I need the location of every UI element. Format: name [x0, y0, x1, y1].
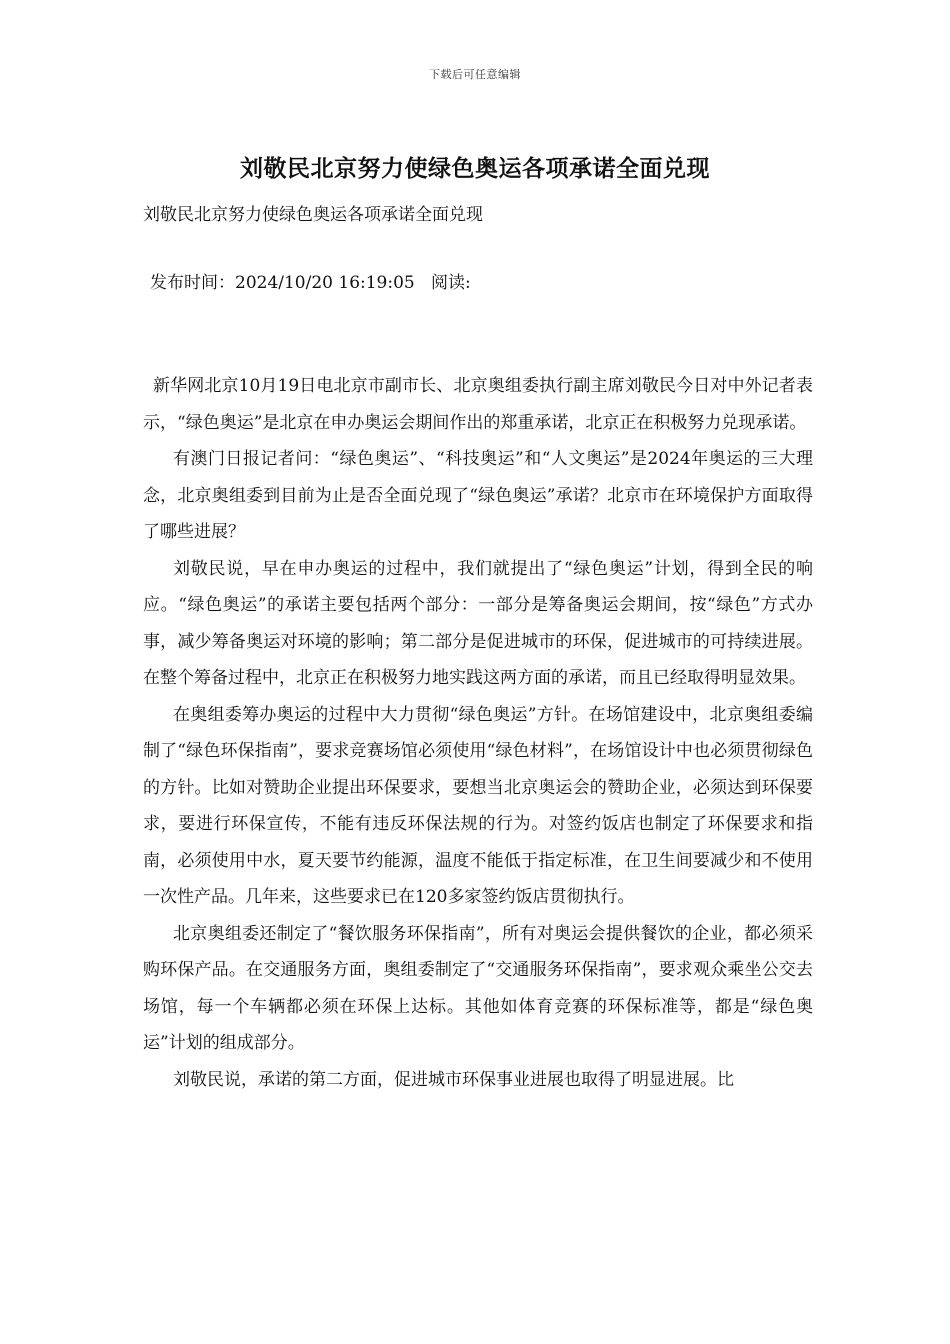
- header-note: 下载后可任意编辑: [429, 68, 521, 81]
- paragraph: 新华网北京10月19日电北京市副市长、北京奥组委执行副主席刘敬民今日对中外记者表示，“绿色奥运”是北京在申办奥运会期间作出的郑重承诺，北京正在积极努力兑现承诺。: [143, 376, 813, 433]
- paragraph: 刘敬民说，承诺的第二方面，促进城市环保事业进展也取得了明显进展。比: [173, 1069, 734, 1090]
- article-body: [143, 368, 813, 1098]
- publish-meta: 发布时间：2024/10/20 16:19:05 阅读:: [150, 273, 471, 293]
- paragraph: 刘敬民说，早在申办奥运的过程中，我们就提出了“绿色奥运”计划，得到全民的响应。“绿色奥运”的承诺主要包括两个部分：一部分是筹备奥运会期间，按“绿色”方式办事，减少筹备奥运对环境的影响；第二部分是促进城市的环保，促进城市的可持续进展。在整个筹备过程中，北京正在积极努力地实践这两方面的承诺，而且已经取得明显效果。: [143, 558, 813, 688]
- page-subtitle: 刘敬民北京努力使绿色奥运各项承诺全面兑现: [143, 205, 483, 225]
- page-title: 刘敬民北京努力使绿色奥运各项承诺全面兑现: [240, 155, 710, 182]
- paragraph: 北京奥组委还制定了“餐饮服务环保指南”，所有对奥运会提供餐饮的企业，都必须采购环保产品。在交通服务方面，奥组委制定了“交通服务环保指南”，要求观众乘坐公交去场馆，每一个车辆都必须在环保上达标。其他如体育竞赛的环保标准等，都是“绿色奥运”计划的组成部分。: [143, 923, 813, 1053]
- paragraph: 有澳门日报记者问：“绿色奥运”、“科技奥运”和“人文奥运”是2024年奥运的三大理念，北京奥组委到目前为止是否全面兑现了“绿色奥运”承诺？北京市在环境保护方面取得了哪些进展？: [143, 449, 813, 542]
- paragraph: 在奥组委筹办奥运的过程中大力贯彻“绿色奥运”方针。在场馆建设中，北京奥组委编制了“绿色环保指南”，要求竞赛场馆必须使用“绿色材料”，在场馆设计中也必须贯彻绿色的方针。比如对赞助企业提出环保要求，要想当北京奥运会的赞助企业，必须达到环保要求，要进行环保宣传，不能有违反环保法规的行为。对签约饭店也制定了环保要求和指南，必须使用中水，夏天要节约能源，温度不能低于指定标准，在卫生间要减少和不使用一次性产品。几年来，这些要求已在120多家签约饭店贯彻执行。: [143, 704, 813, 907]
